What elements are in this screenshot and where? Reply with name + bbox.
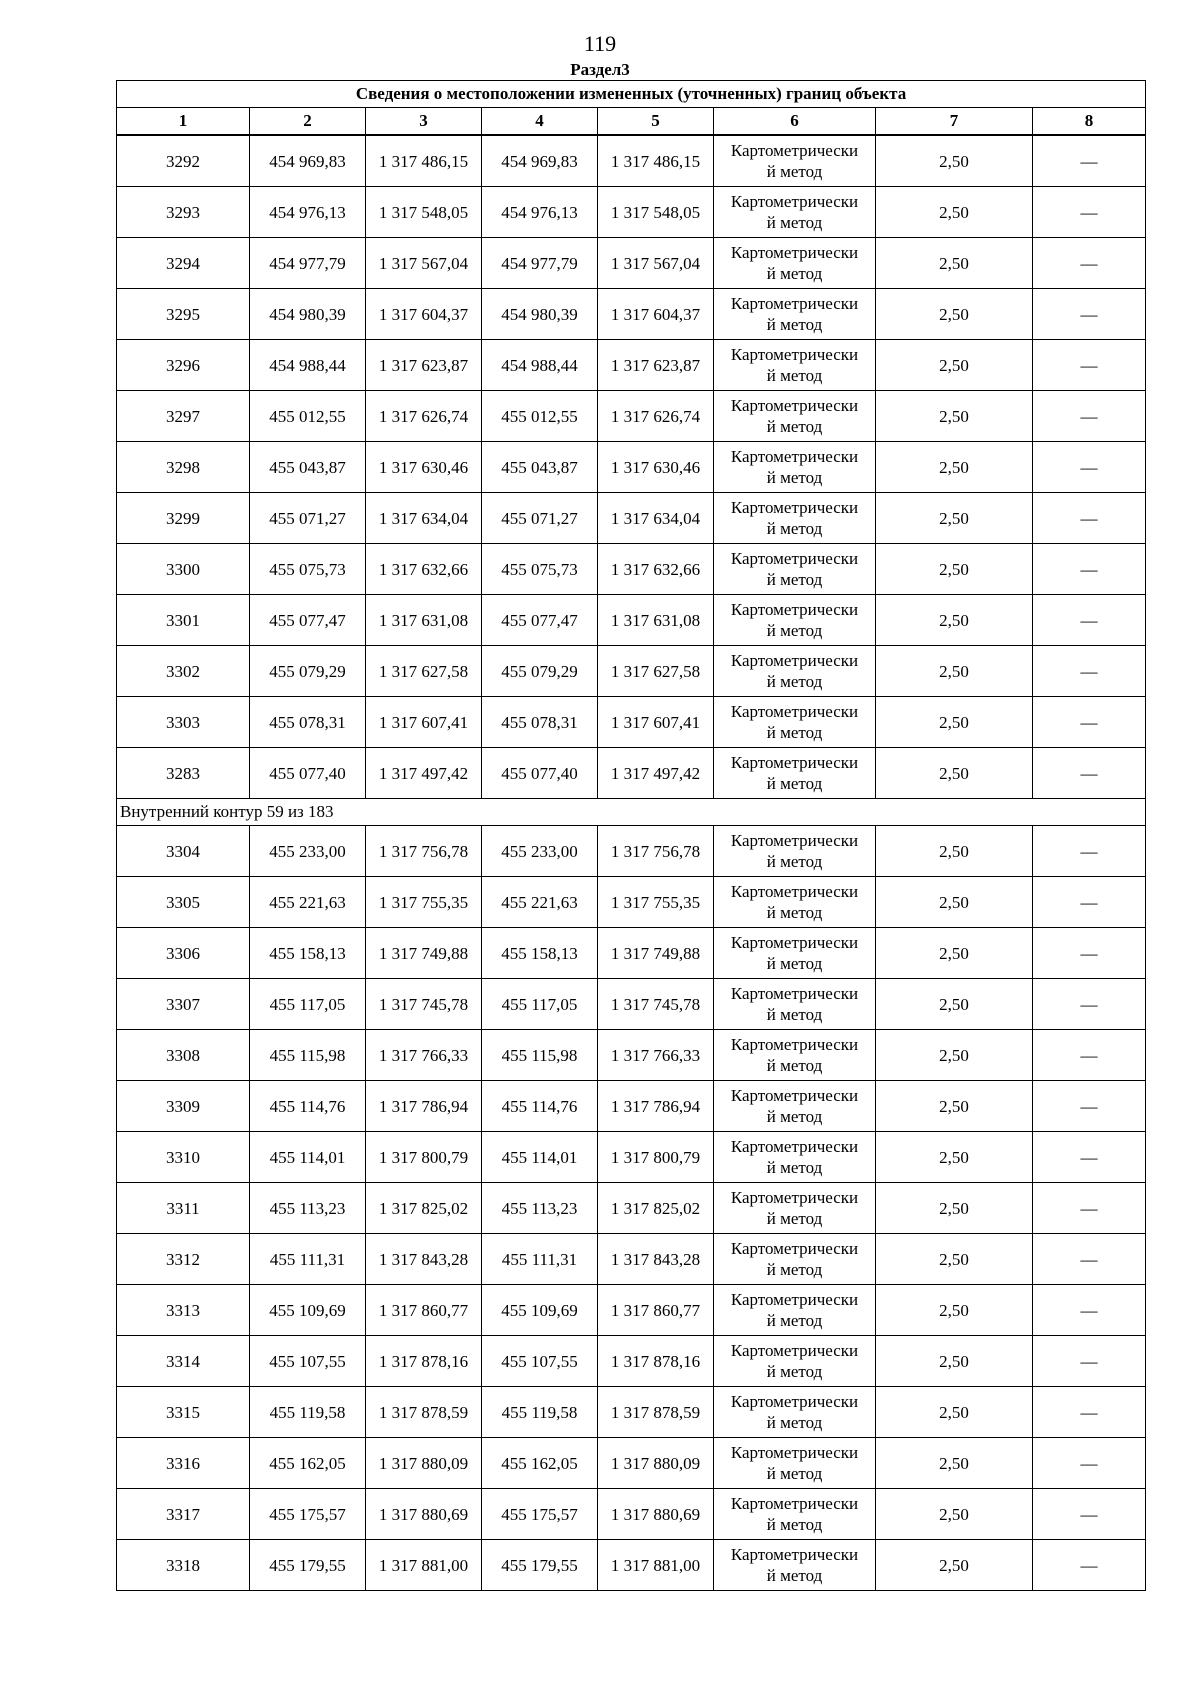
table-cell-col-8: — bbox=[1033, 1540, 1146, 1591]
table-cell-col-1: 3295 bbox=[117, 289, 250, 340]
table-cell-col-7: 2,50 bbox=[876, 1489, 1033, 1540]
table-cell-col-2: 455 114,76 bbox=[250, 1081, 366, 1132]
table-cell-col-8: — bbox=[1033, 697, 1146, 748]
column-header-8: 8 bbox=[1033, 108, 1146, 136]
table-cell-col-2: 455 111,31 bbox=[250, 1234, 366, 1285]
contour-label-row bbox=[117, 799, 1146, 826]
table-cell-col-6: Картометрически й метод bbox=[714, 1183, 876, 1234]
table-cell-col-6: Картометрически й метод bbox=[714, 1387, 876, 1438]
table-cell-col-8: — bbox=[1033, 1132, 1146, 1183]
table-cell-col-7: 2,50 bbox=[876, 340, 1033, 391]
table-cell-col-6: Картометрически й метод bbox=[714, 697, 876, 748]
table-cell-col-6: Картометрически й метод bbox=[714, 1081, 876, 1132]
table-cell-col-5: 1 317 632,66 bbox=[598, 544, 714, 595]
table-cell-col-1: 3303 bbox=[117, 697, 250, 748]
table-cell-col-4: 455 119,58 bbox=[482, 1387, 598, 1438]
table-row bbox=[117, 544, 1146, 595]
table-cell-col-6: Картометрически й метод bbox=[714, 391, 876, 442]
table-cell-col-7: 2,50 bbox=[876, 187, 1033, 238]
table-cell-col-6: Картометрически й метод bbox=[714, 187, 876, 238]
table-cell-col-3: 1 317 755,35 bbox=[366, 877, 482, 928]
table-cell-col-8: — bbox=[1033, 340, 1146, 391]
table-cell-col-3: 1 317 567,04 bbox=[366, 238, 482, 289]
table-cell-col-7: 2,50 bbox=[876, 1183, 1033, 1234]
table-cell-col-6: Картометрически й метод bbox=[714, 135, 876, 187]
table-row bbox=[117, 391, 1146, 442]
table-cell-col-4: 455 233,00 bbox=[482, 826, 598, 877]
table-cell-col-6: Картометрически й метод bbox=[714, 1285, 876, 1336]
table-cell-col-6: Картометрически й метод bbox=[714, 544, 876, 595]
column-header-1: 1 bbox=[117, 108, 250, 136]
table-cell-col-8: — bbox=[1033, 877, 1146, 928]
table-cell-col-1: 3307 bbox=[117, 979, 250, 1030]
table-cell-col-2: 455 078,31 bbox=[250, 697, 366, 748]
table-cell-col-7: 2,50 bbox=[876, 928, 1033, 979]
table-cell-col-1: 3296 bbox=[117, 340, 250, 391]
table-cell-col-4: 455 109,69 bbox=[482, 1285, 598, 1336]
table-cell-col-4: 455 158,13 bbox=[482, 928, 598, 979]
table-cell-col-1: 3300 bbox=[117, 544, 250, 595]
table-cell-col-3: 1 317 880,69 bbox=[366, 1489, 482, 1540]
table-cell-col-2: 455 175,57 bbox=[250, 1489, 366, 1540]
table-cell-col-4: 454 969,83 bbox=[482, 135, 598, 187]
table-cell-col-5: 1 317 786,94 bbox=[598, 1081, 714, 1132]
table-row bbox=[117, 187, 1146, 238]
table-cell-col-3: 1 317 878,16 bbox=[366, 1336, 482, 1387]
table-cell-col-1: 3304 bbox=[117, 826, 250, 877]
table-cell-col-3: 1 317 843,28 bbox=[366, 1234, 482, 1285]
table-cell-col-5: 1 317 607,41 bbox=[598, 697, 714, 748]
table-cell-col-3: 1 317 881,00 bbox=[366, 1540, 482, 1591]
table-cell-col-4: 455 077,40 bbox=[482, 748, 598, 799]
table-cell-col-6: Картометрически й метод bbox=[714, 442, 876, 493]
table-cell-col-1: 3283 bbox=[117, 748, 250, 799]
table-cell-col-2: 455 077,47 bbox=[250, 595, 366, 646]
table-cell-col-4: 455 179,55 bbox=[482, 1540, 598, 1591]
table-cell-col-5: 1 317 766,33 bbox=[598, 1030, 714, 1081]
table-cell-col-5: 1 317 825,02 bbox=[598, 1183, 714, 1234]
table-cell-col-1: 3298 bbox=[117, 442, 250, 493]
table-row bbox=[117, 1489, 1146, 1540]
table-cell-col-5: 1 317 878,59 bbox=[598, 1387, 714, 1438]
table-cell-col-4: 454 976,13 bbox=[482, 187, 598, 238]
table-cell-col-1: 3297 bbox=[117, 391, 250, 442]
table-cell-col-6: Картометрически й метод bbox=[714, 595, 876, 646]
table-row bbox=[117, 928, 1146, 979]
column-header-4: 4 bbox=[482, 108, 598, 136]
boundary-coordinates-table bbox=[116, 80, 1146, 1591]
table-cell-col-8: — bbox=[1033, 595, 1146, 646]
table-cell-col-5: 1 317 756,78 bbox=[598, 826, 714, 877]
table-cell-col-5: 1 317 486,15 bbox=[598, 135, 714, 187]
table-cell-col-5: 1 317 749,88 bbox=[598, 928, 714, 979]
table-cell-col-6: Картометрически й метод bbox=[714, 289, 876, 340]
table-cell-col-6: Картометрически й метод bbox=[714, 748, 876, 799]
table-cell-col-2: 454 980,39 bbox=[250, 289, 366, 340]
table-cell-col-3: 1 317 634,04 bbox=[366, 493, 482, 544]
table-cell-col-6: Картометрически й метод bbox=[714, 1132, 876, 1183]
table-cell-col-4: 455 071,27 bbox=[482, 493, 598, 544]
table-cell-col-7: 2,50 bbox=[876, 1387, 1033, 1438]
table-cell-col-7: 2,50 bbox=[876, 1030, 1033, 1081]
table-cell-col-4: 455 115,98 bbox=[482, 1030, 598, 1081]
table-cell-col-4: 455 111,31 bbox=[482, 1234, 598, 1285]
table-caption: Сведения о местоположении измененных (уточненных) границ объекта bbox=[117, 81, 1146, 108]
table-cell-col-5: 1 317 880,69 bbox=[598, 1489, 714, 1540]
column-header-5: 5 bbox=[598, 108, 714, 136]
table-cell-col-4: 455 221,63 bbox=[482, 877, 598, 928]
table-cell-col-5: 1 317 631,08 bbox=[598, 595, 714, 646]
table-cell-col-1: 3305 bbox=[117, 877, 250, 928]
table-cell-col-7: 2,50 bbox=[876, 442, 1033, 493]
table-cell-col-1: 3311 bbox=[117, 1183, 250, 1234]
table-body bbox=[117, 135, 1146, 1591]
table-cell-col-1: 3301 bbox=[117, 595, 250, 646]
table-cell-col-3: 1 317 631,08 bbox=[366, 595, 482, 646]
table-cell-col-1: 3309 bbox=[117, 1081, 250, 1132]
table-cell-col-7: 2,50 bbox=[876, 391, 1033, 442]
table-cell-col-2: 455 117,05 bbox=[250, 979, 366, 1030]
table-cell-col-1: 3310 bbox=[117, 1132, 250, 1183]
table-cell-col-5: 1 317 755,35 bbox=[598, 877, 714, 928]
table-cell-col-5: 1 317 548,05 bbox=[598, 187, 714, 238]
table-row bbox=[117, 1336, 1146, 1387]
table-cell-col-6: Картометрически й метод bbox=[714, 340, 876, 391]
table-cell-col-3: 1 317 607,41 bbox=[366, 697, 482, 748]
table-cell-col-3: 1 317 766,33 bbox=[366, 1030, 482, 1081]
table-cell-col-8: — bbox=[1033, 1234, 1146, 1285]
table-cell-col-8: — bbox=[1033, 1438, 1146, 1489]
table-cell-col-4: 455 162,05 bbox=[482, 1438, 598, 1489]
table-cell-col-3: 1 317 548,05 bbox=[366, 187, 482, 238]
column-header-3: 3 bbox=[366, 108, 482, 136]
page-number: 119 bbox=[583, 31, 617, 56]
section-label: Раздел3 bbox=[570, 60, 630, 79]
table-cell-col-1: 3292 bbox=[117, 135, 250, 187]
table-row bbox=[117, 289, 1146, 340]
table-cell-col-5: 1 317 630,46 bbox=[598, 442, 714, 493]
table-cell-col-7: 2,50 bbox=[876, 595, 1033, 646]
table-cell-col-2: 454 969,83 bbox=[250, 135, 366, 187]
table-cell-col-2: 455 179,55 bbox=[250, 1540, 366, 1591]
table-cell-col-1: 3293 bbox=[117, 187, 250, 238]
table-cell-col-5: 1 317 880,09 bbox=[598, 1438, 714, 1489]
table-cell-col-4: 455 107,55 bbox=[482, 1336, 598, 1387]
table-cell-col-2: 455 221,63 bbox=[250, 877, 366, 928]
table-cell-col-6: Картометрически й метод bbox=[714, 493, 876, 544]
table-cell-col-1: 3314 bbox=[117, 1336, 250, 1387]
table-row bbox=[117, 1387, 1146, 1438]
table-cell-col-5: 1 317 604,37 bbox=[598, 289, 714, 340]
table-cell-col-7: 2,50 bbox=[876, 1081, 1033, 1132]
table-cell-col-4: 455 078,31 bbox=[482, 697, 598, 748]
table-row bbox=[117, 1183, 1146, 1234]
table-cell-col-2: 455 012,55 bbox=[250, 391, 366, 442]
table-cell-col-2: 455 043,87 bbox=[250, 442, 366, 493]
table-cell-col-8: — bbox=[1033, 1336, 1146, 1387]
table-cell-col-7: 2,50 bbox=[876, 289, 1033, 340]
table-row bbox=[117, 1234, 1146, 1285]
table-cell-col-8: — bbox=[1033, 1081, 1146, 1132]
table-cell-col-5: 1 317 843,28 bbox=[598, 1234, 714, 1285]
table-cell-col-1: 3318 bbox=[117, 1540, 250, 1591]
table-cell-col-8: — bbox=[1033, 748, 1146, 799]
table-cell-col-8: — bbox=[1033, 1030, 1146, 1081]
table-row bbox=[117, 135, 1146, 187]
table-cell-col-3: 1 317 626,74 bbox=[366, 391, 482, 442]
table-cell-col-3: 1 317 632,66 bbox=[366, 544, 482, 595]
table-cell-col-7: 2,50 bbox=[876, 1336, 1033, 1387]
table-cell-col-1: 3313 bbox=[117, 1285, 250, 1336]
table-cell-col-1: 3316 bbox=[117, 1438, 250, 1489]
table-cell-col-4: 455 113,23 bbox=[482, 1183, 598, 1234]
table-row bbox=[117, 340, 1146, 391]
table-cell-col-7: 2,50 bbox=[876, 493, 1033, 544]
table-cell-col-2: 455 119,58 bbox=[250, 1387, 366, 1438]
table-cell-col-2: 454 976,13 bbox=[250, 187, 366, 238]
column-header-2: 2 bbox=[250, 108, 366, 136]
table-row bbox=[117, 1081, 1146, 1132]
table-cell-col-8: — bbox=[1033, 979, 1146, 1030]
table-cell-col-2: 455 075,73 bbox=[250, 544, 366, 595]
column-header-6: 6 bbox=[714, 108, 876, 136]
table-cell-col-7: 2,50 bbox=[876, 1540, 1033, 1591]
table-cell-col-3: 1 317 878,59 bbox=[366, 1387, 482, 1438]
table-cell-col-2: 454 977,79 bbox=[250, 238, 366, 289]
table-cell-col-6: Картометрически й метод bbox=[714, 1336, 876, 1387]
table-cell-col-4: 455 077,47 bbox=[482, 595, 598, 646]
table-row bbox=[117, 238, 1146, 289]
table-cell-col-1: 3315 bbox=[117, 1387, 250, 1438]
table-cell-col-8: — bbox=[1033, 646, 1146, 697]
table-cell-col-4: 455 117,05 bbox=[482, 979, 598, 1030]
table-cell-col-8: — bbox=[1033, 1285, 1146, 1336]
table-cell-col-6: Картометрически й метод bbox=[714, 238, 876, 289]
table-row bbox=[117, 646, 1146, 697]
table-cell-col-4: 455 114,01 bbox=[482, 1132, 598, 1183]
table-cell-col-5: 1 317 860,77 bbox=[598, 1285, 714, 1336]
table-cell-col-3: 1 317 786,94 bbox=[366, 1081, 482, 1132]
table-cell-col-5: 1 317 881,00 bbox=[598, 1540, 714, 1591]
table-cell-col-1: 3308 bbox=[117, 1030, 250, 1081]
table-cell-col-3: 1 317 630,46 bbox=[366, 442, 482, 493]
table-cell-col-7: 2,50 bbox=[876, 135, 1033, 187]
table-cell-col-7: 2,50 bbox=[876, 697, 1033, 748]
table-cell-col-4: 454 988,44 bbox=[482, 340, 598, 391]
table-cell-col-4: 455 175,57 bbox=[482, 1489, 598, 1540]
table-cell-col-4: 455 075,73 bbox=[482, 544, 598, 595]
table-cell-col-2: 455 113,23 bbox=[250, 1183, 366, 1234]
table-cell-col-3: 1 317 860,77 bbox=[366, 1285, 482, 1336]
table-cell-col-1: 3306 bbox=[117, 928, 250, 979]
table-cell-col-7: 2,50 bbox=[876, 1234, 1033, 1285]
table-cell-col-7: 2,50 bbox=[876, 646, 1033, 697]
table-cell-col-3: 1 317 756,78 bbox=[366, 826, 482, 877]
table-cell-col-2: 455 077,40 bbox=[250, 748, 366, 799]
table-cell-col-3: 1 317 486,15 bbox=[366, 135, 482, 187]
table-cell-col-5: 1 317 634,04 bbox=[598, 493, 714, 544]
table-cell-col-5: 1 317 497,42 bbox=[598, 748, 714, 799]
table-cell-col-8: — bbox=[1033, 826, 1146, 877]
table-cell-col-8: — bbox=[1033, 135, 1146, 187]
table-cell-col-8: — bbox=[1033, 1387, 1146, 1438]
table-cell-col-8: — bbox=[1033, 238, 1146, 289]
table-row bbox=[117, 1030, 1146, 1081]
table-cell-col-6: Картометрически й метод bbox=[714, 1030, 876, 1081]
table-cell-col-2: 455 114,01 bbox=[250, 1132, 366, 1183]
table-cell-col-6: Картометрически й метод bbox=[714, 1438, 876, 1489]
table-cell-col-5: 1 317 745,78 bbox=[598, 979, 714, 1030]
table-cell-col-3: 1 317 745,78 bbox=[366, 979, 482, 1030]
table-cell-col-6: Картометрически й метод bbox=[714, 1489, 876, 1540]
table-cell-col-8: — bbox=[1033, 1489, 1146, 1540]
table-cell-col-3: 1 317 825,02 bbox=[366, 1183, 482, 1234]
table-row bbox=[117, 979, 1146, 1030]
table-cell-col-7: 2,50 bbox=[876, 1285, 1033, 1336]
table-cell-col-7: 2,50 bbox=[876, 1438, 1033, 1489]
table-cell-col-5: 1 317 878,16 bbox=[598, 1336, 714, 1387]
table-cell-col-3: 1 317 880,09 bbox=[366, 1438, 482, 1489]
table-cell-col-7: 2,50 bbox=[876, 1132, 1033, 1183]
table-cell-col-5: 1 317 567,04 bbox=[598, 238, 714, 289]
table-row bbox=[117, 877, 1146, 928]
table-cell-col-5: 1 317 623,87 bbox=[598, 340, 714, 391]
table-cell-col-8: — bbox=[1033, 442, 1146, 493]
table-cell-col-8: — bbox=[1033, 544, 1146, 595]
table-cell-col-4: 454 980,39 bbox=[482, 289, 598, 340]
table-cell-col-6: Картометрически й метод bbox=[714, 646, 876, 697]
table-cell-col-6: Картометрически й метод bbox=[714, 928, 876, 979]
table-cell-col-4: 455 114,76 bbox=[482, 1081, 598, 1132]
table-row bbox=[117, 1132, 1146, 1183]
table-cell-col-2: 455 109,69 bbox=[250, 1285, 366, 1336]
table-cell-col-4: 454 977,79 bbox=[482, 238, 598, 289]
table-cell-col-2: 455 115,98 bbox=[250, 1030, 366, 1081]
table-cell-col-2: 455 079,29 bbox=[250, 646, 366, 697]
table-cell-col-3: 1 317 604,37 bbox=[366, 289, 482, 340]
table-cell-col-2: 455 233,00 bbox=[250, 826, 366, 877]
table-row bbox=[117, 493, 1146, 544]
table-cell-col-5: 1 317 627,58 bbox=[598, 646, 714, 697]
table-row bbox=[117, 1285, 1146, 1336]
table-cell-col-3: 1 317 627,58 bbox=[366, 646, 482, 697]
table-row bbox=[117, 697, 1146, 748]
table-cell-col-6: Картометрически й метод bbox=[714, 1234, 876, 1285]
table-cell-col-1: 3294 bbox=[117, 238, 250, 289]
table-row bbox=[117, 1438, 1146, 1489]
table-row bbox=[117, 826, 1146, 877]
table-cell-col-1: 3302 bbox=[117, 646, 250, 697]
table-row bbox=[117, 442, 1146, 493]
contour-label: Внутренний контур 59 из 183 bbox=[117, 799, 1146, 826]
table-cell-col-5: 1 317 626,74 bbox=[598, 391, 714, 442]
table-cell-col-3: 1 317 749,88 bbox=[366, 928, 482, 979]
table-cell-col-7: 2,50 bbox=[876, 748, 1033, 799]
table-cell-col-2: 455 071,27 bbox=[250, 493, 366, 544]
table-cell-col-7: 2,50 bbox=[876, 877, 1033, 928]
table-cell-col-3: 1 317 497,42 bbox=[366, 748, 482, 799]
table-cell-col-2: 455 107,55 bbox=[250, 1336, 366, 1387]
table-cell-col-4: 455 043,87 bbox=[482, 442, 598, 493]
table-cell-col-6: Картометрически й метод bbox=[714, 979, 876, 1030]
table-cell-col-2: 455 158,13 bbox=[250, 928, 366, 979]
table-cell-col-8: — bbox=[1033, 493, 1146, 544]
table-row bbox=[117, 595, 1146, 646]
table-cell-col-5: 1 317 800,79 bbox=[598, 1132, 714, 1183]
column-header-7: 7 bbox=[876, 108, 1033, 136]
table-cell-col-8: — bbox=[1033, 391, 1146, 442]
column-header-row bbox=[117, 108, 1146, 136]
table-cell-col-6: Картометрически й метод bbox=[714, 877, 876, 928]
table-cell-col-4: 455 079,29 bbox=[482, 646, 598, 697]
table-cell-col-2: 454 988,44 bbox=[250, 340, 366, 391]
table-cell-col-1: 3312 bbox=[117, 1234, 250, 1285]
table-cell-col-7: 2,50 bbox=[876, 544, 1033, 595]
table-cell-col-7: 2,50 bbox=[876, 826, 1033, 877]
table-cell-col-6: Картометрически й метод bbox=[714, 826, 876, 877]
table-cell-col-2: 455 162,05 bbox=[250, 1438, 366, 1489]
table-cell-col-6: Картометрически й метод bbox=[714, 1540, 876, 1591]
table-cell-col-7: 2,50 bbox=[876, 979, 1033, 1030]
table-row bbox=[117, 748, 1146, 799]
table-cell-col-4: 455 012,55 bbox=[482, 391, 598, 442]
table-cell-col-8: — bbox=[1033, 289, 1146, 340]
table-cell-col-7: 2,50 bbox=[876, 238, 1033, 289]
table-row bbox=[117, 1540, 1146, 1591]
table-cell-col-3: 1 317 800,79 bbox=[366, 1132, 482, 1183]
table-cell-col-8: — bbox=[1033, 187, 1146, 238]
table-cell-col-1: 3317 bbox=[117, 1489, 250, 1540]
table-cell-col-8: — bbox=[1033, 1183, 1146, 1234]
table-cell-col-3: 1 317 623,87 bbox=[366, 340, 482, 391]
table-cell-col-1: 3299 bbox=[117, 493, 250, 544]
table-cell-col-8: — bbox=[1033, 928, 1146, 979]
